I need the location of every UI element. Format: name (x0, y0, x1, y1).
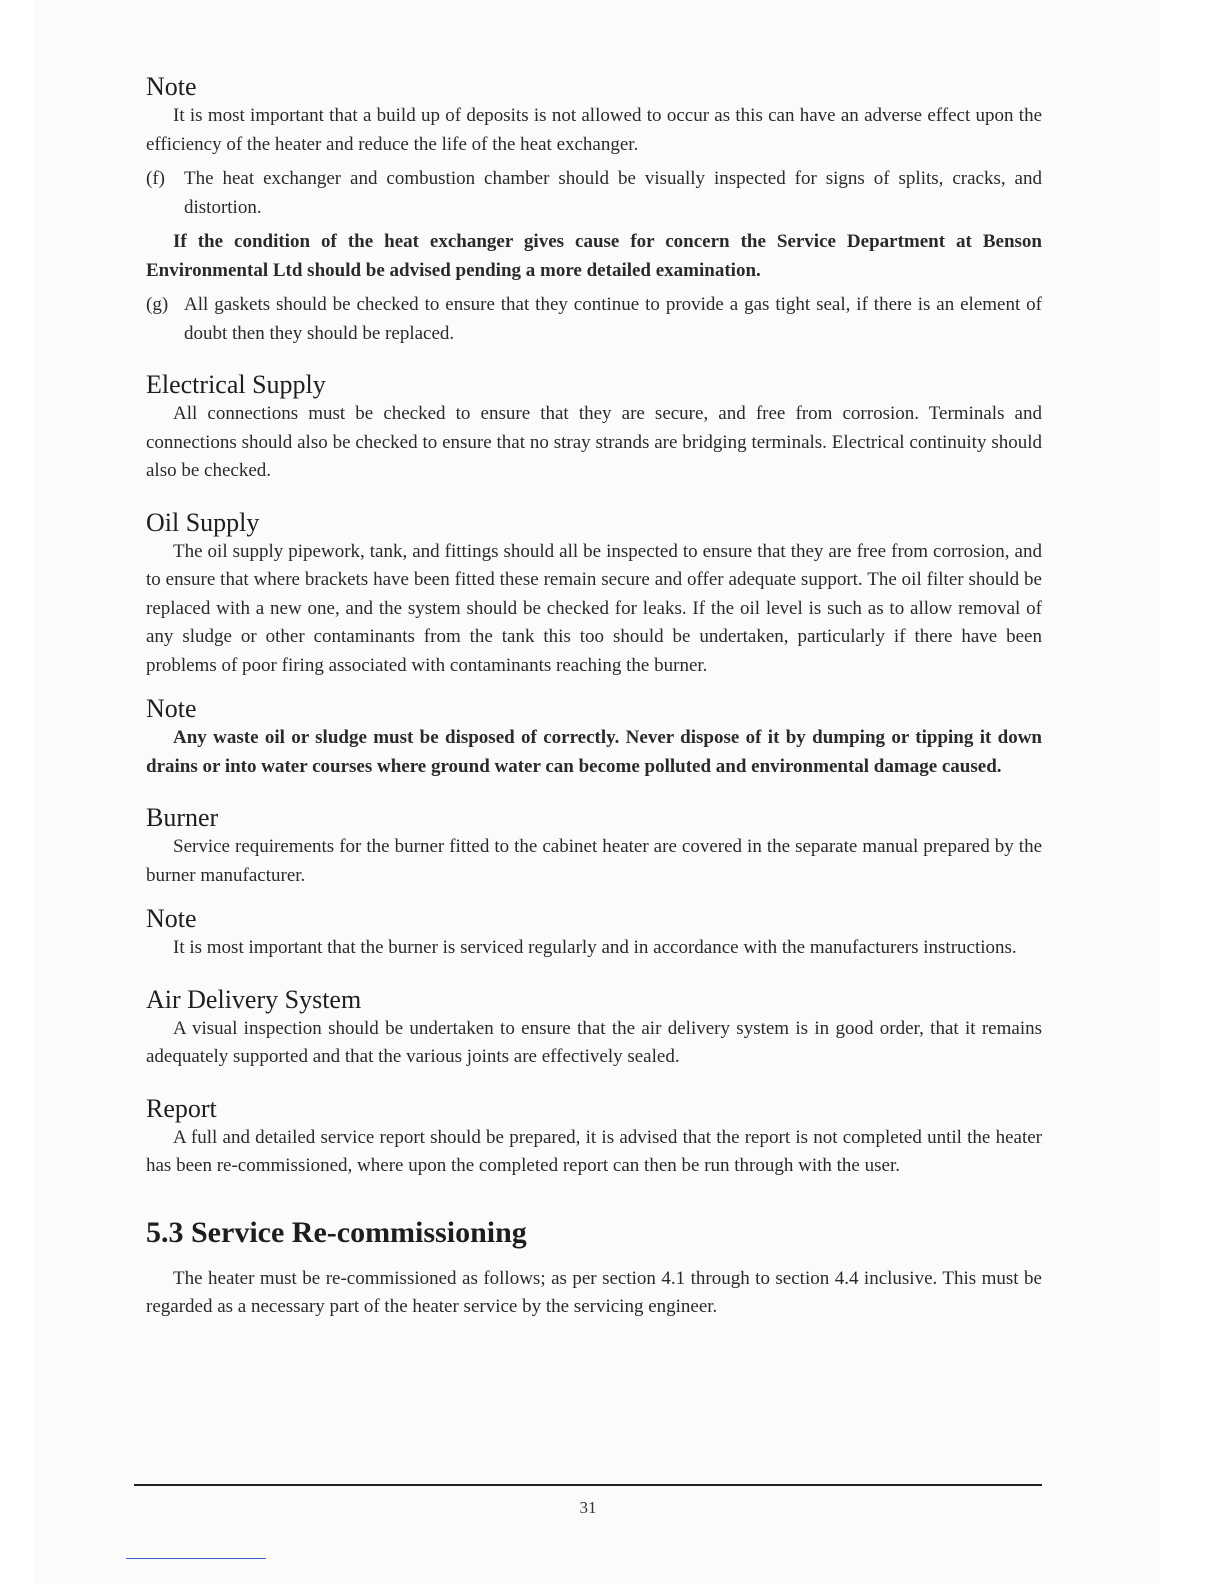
document-body (146, 72, 1042, 1322)
list-marker-g: (g) (146, 294, 169, 315)
recommissioning-heading: 5.3 Service Re-commissioning (146, 1215, 527, 1249)
list-marker-f: (f) (146, 168, 165, 189)
note-heading-2: Note (146, 694, 197, 723)
page-margin-right (1160, 0, 1224, 1584)
air-delivery-heading: Air Delivery System (146, 984, 362, 1014)
electrical-supply-text: All connections must be checked to ensure that they are secure, and free from corrosion. Terminals and connections should also be checked to ensure that no stray strands are bridging terminals. Electrical continuity should also be checked. (146, 403, 1042, 481)
list-item-g (146, 291, 1042, 348)
note-heading-3: Note (146, 904, 197, 933)
blue-underline-artifact (126, 1558, 266, 1559)
footer-rule (134, 1484, 1042, 1486)
oil-supply-heading: Oil Supply (146, 507, 260, 537)
list-item-f (146, 165, 1042, 222)
service-department-warning: If the condition of the heat exchanger gives cause for concern the Service Department at Benson Environmental Ltd should be advised pending a more detailed examination. (146, 231, 1042, 281)
air-delivery-text: A visual inspection should be undertaken to ensure that the air delivery system is in good order, that it remains adequately supported and that the various joints are effectively sealed. (146, 1017, 1042, 1067)
recommissioning-text: The heater must be re-commissioned as follows; as per section 4.1 through to section 4.4 inclusive. This must be regarded as a necessary part of the heater service by the servicing engineer. (146, 1267, 1042, 1317)
burner-text: Service requirements for the burner fitted to the cabinet heater are covered in the separate manual prepared by the burner manufacturer. (146, 836, 1042, 886)
note-text-1: It is most important that a build up of deposits is not allowed to occur as this can have an adverse effect upon the efficiency of the heater and reduce the life of the heat exchanger. (146, 105, 1042, 155)
list-item-g-text: All gaskets should be checked to ensure that they continue to provide a gas tight seal, if there is an element of doubt then they should be replaced. (184, 294, 1042, 344)
electrical-supply-heading: Electrical Supply (146, 370, 326, 399)
note-heading-1: Note (146, 72, 197, 101)
burner-heading: Burner (146, 803, 219, 832)
oil-supply-text: The oil supply pipework, tank, and fittings should all be inspected to ensure that they are free from corrosion, and to ensure that where brackets have been fitted these remain secure and offer adequate support. The oil filter should be replaced with a new one, and the system should be checked for leaks. If the oil level is such as to allow removal of any sludge or other contaminants from the tank this too should be undertaken, particularly if there have been problems of poor firing associated with contaminants reaching the burner. (146, 540, 1042, 676)
page-number: 31 (579, 1498, 597, 1517)
report-text: A full and detailed service report should be prepared, it is advised that the report is not completed until the heater has been re-commissioned, where upon the completed report can then be run through with the user. (146, 1126, 1042, 1176)
report-heading: Report (146, 1093, 217, 1123)
list-item-f-text: The heat exchanger and combustion chamber should be visually inspected for signs of splits, cracks, and distortion. (184, 168, 1042, 218)
note-text-3: It is most important that the burner is serviced regularly and in accordance with the manufacturers instructions. (173, 937, 1017, 958)
waste-oil-warning: Any waste oil or sludge must be disposed of correctly. Never dispose of it by dumping or tipping it down drains or into water courses where ground water can become polluted and environmental damage caused. (146, 727, 1042, 777)
